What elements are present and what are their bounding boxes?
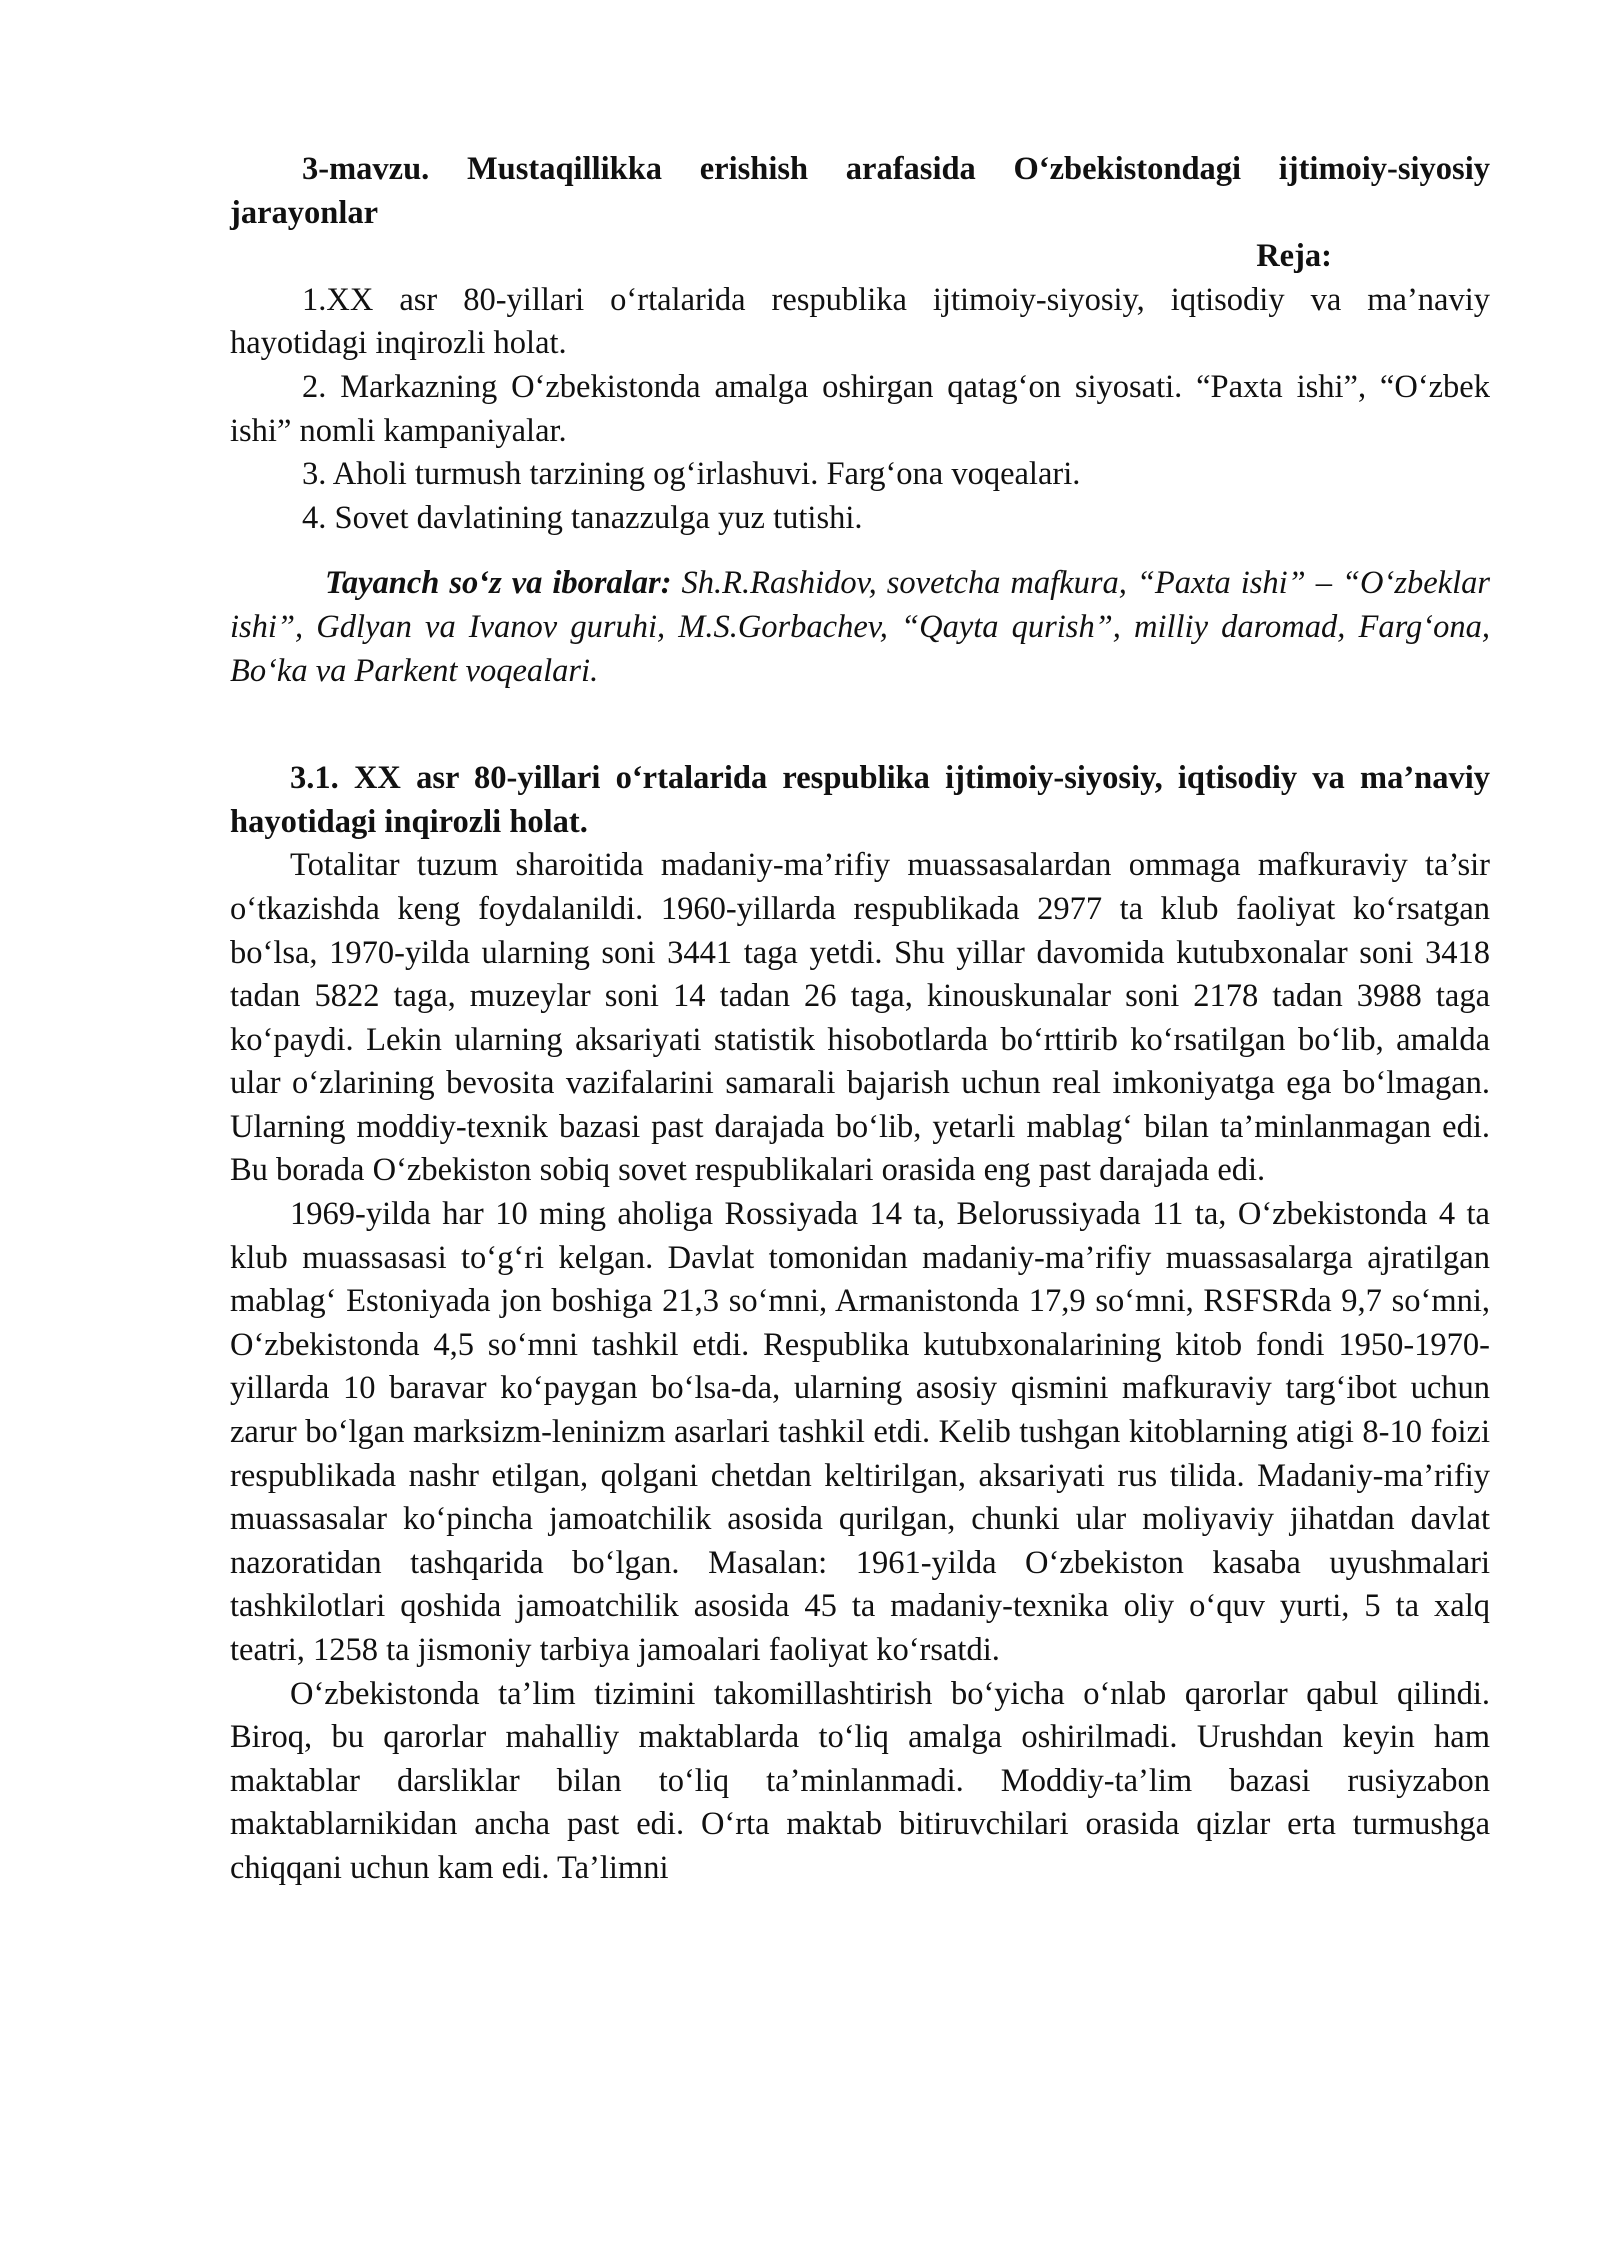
body-paragraph: O‘zbekistonda ta’lim tizimini takomillashtirish bo‘yicha o‘nlab qarorlar qabul qilindi. Biroq, bu qarorlar mahalliy maktablarda to‘liq amalga oshirilmadi. Urushdan keyin ham maktablar darsliklar bilan to‘liq ta’minlanmadi. Moddiy-ta’lim bazasi rusiyzabon maktablarnikidan ancha past edi. O‘rta maktab bitiruvchilari orasida qizlar erta turmushga chiqqani uchun kam edi. Ta’limni xyxy=(230,1675,1490,1886)
body-paragraph: Totalitar tuzum sharoitida madaniy-ma’rifiy muassasalardan ommaga mafkuraviy ta’sir o‘tkazishda keng foydalanildi. 1960-yillarda respublikada 2977 ta klub faoliyat ko‘rsatgan bo‘lsa, 1970-yilda ularning soni 3441 taga yetdi. Shu yillar davomida kutubxonalar soni 3418 tadan 5822 taga, muzeylar soni 14 tadan 26 taga, kinouskunalar soni 2178 tadan 3988 taga ko‘paydi. Lekin ularning aksariyati statistik hisobotlarda bo‘rttirib ko‘rsatilgan bo‘lib, amalda ular o‘zlarining bevosita vazifalarini samarali bajarish uchun real imkoniyatga ega bo‘lmagan. Ularning moddiy-texnik bazasi past darajada bo‘lib, yetarli mablag‘ bilan ta’minlanmagan edi. Bu borada O‘zbekiston sobiq sovet respublikalari orasida eng past darajada edi. xyxy=(230,847,1490,1189)
body-paragraph: 1969-yilda har 10 ming aholiga Rossiyada 14 ta, Belorussiyada 11 ta, O‘zbekistonda 4 ta klub muassasasi to‘g‘ri kelgan. Davlat tomonidan madaniy-ma’rifiy muassasalarga ajratilgan mablag‘ Estoniyada jon boshiga 21,3 so‘mni, Armanistonda 17,9 so‘mni, RSFSRda 9,7 so‘mni, O‘zbekistonda 4,5 so‘mni tashkil etdi. Respublika kutubxonalarining kitob fondi 1950-1970-yillarda 10 baravar ko‘paygan bo‘lsa-da, ularning asosiy qismini mafkuraviy targ‘ibot uchun zarur bo‘lgan marksizm-leninizm asarlari tashkil etdi. Kelib tushgan kitoblarning atigi 8-10 foizi respublikada nashr etilgan, qolgani chetdan keltirilgan, aksariyati rus tilida. Madaniy-ma’rifiy muassasalar ko‘pincha jamoatchilik asosida qurilgan, chunki ular moliyaviy jihatdan davlat nazoratidan tashqarida bo‘lgan. Masalan: 1961-yilda O‘zbekiston kasaba uyushmalari tashkilotlari qoshida jamoatchilik asosida 45 ta madaniy-texnika oliy o‘quv yurti, 5 ta xalq teatri, 1258 ta jismoniy tarbiya jamoalari faoliyat ko‘rsatdi. xyxy=(230,1196,1490,1668)
keywords-paragraph xyxy=(230,562,1490,693)
keywords-label: Tayanch so‘z va iboralar: xyxy=(325,565,672,602)
document-title: 3-mavzu. Mustaqillikka erishish arafasida O‘zbekistondagi ijtimoiy-siyosiy jarayonlar xyxy=(230,151,1490,231)
plan-list xyxy=(230,279,1490,541)
document-page xyxy=(230,148,1490,1891)
plan-item: 4. Sovet davlatining tanazzulga yuz tutishi. xyxy=(302,499,863,536)
plan-item: 1.XX asr 80-yillari o‘rtalarida respublika ijtimoiy-siyosiy, iqtisodiy va ma’naviy hayotidagi inqirozli holat. xyxy=(230,281,1490,362)
section-heading: 3.1. XX asr 80-yillari o‘rtalarida respublika ijtimoiy-siyosiy, iqtisodiy va ma’naviy hayotidagi inqirozli holat. xyxy=(230,760,1490,840)
plan-item: 2. Markazning O‘zbekistonda amalga oshirgan qatag‘on siyosati. “Paxta ishi”, “O‘zbek ishi” nomli kampaniyalar. xyxy=(230,368,1490,449)
keywords-text: Sh.R.Rashidov, sovetcha mafkura, “Paxta ishi” – “O‘zbeklar ishi”, Gdlyan va Ivanov guruhi, M.S.Gorbachev, “Qayta qurish”, milliy daromad, Farg‘ona, Bo‘ka va Parkent voqealari. xyxy=(230,565,1490,689)
plan-item: 3. Aholi turmush tarzining og‘irlashuvi. Farg‘ona voqealari. xyxy=(302,456,1081,493)
plan-heading: Reja: xyxy=(1256,238,1332,275)
